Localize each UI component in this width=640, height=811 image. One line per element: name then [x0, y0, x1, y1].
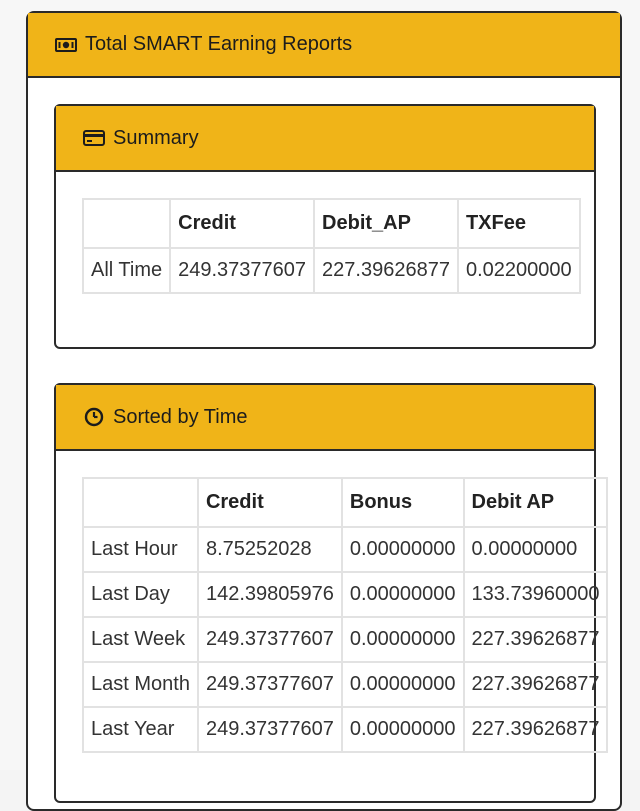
table-row [83, 662, 607, 707]
table-cell: 0.00000000 [342, 707, 464, 752]
summary-table-scroll[interactable] [82, 198, 572, 294]
table-row [83, 572, 607, 617]
column-header [83, 478, 198, 527]
column-header-bonus: Bonus [342, 478, 464, 527]
summary-panel [54, 104, 596, 349]
row-label: Last Year [83, 707, 198, 752]
earning-reports-header [28, 13, 620, 78]
table-row [83, 248, 580, 293]
column-header-txfee: TXFee [458, 199, 580, 248]
credit-card-icon [83, 127, 105, 149]
table-cell: 249.37377607 [170, 248, 314, 293]
table-cell: 0.02200000 [458, 248, 580, 293]
table-cell: 227.39626877 [464, 617, 608, 662]
clock-icon [83, 406, 105, 428]
table-cell: 0.00000000 [342, 527, 464, 572]
table-cell: 133.73960000 [464, 572, 608, 617]
column-header-debit-ap: Debit_AP [314, 199, 458, 248]
table-cell: 8.75252028 [198, 527, 342, 572]
sorted-by-time-header [56, 385, 594, 451]
row-label: All Time [83, 248, 170, 293]
table-cell: 249.37377607 [198, 617, 342, 662]
sorted-table-scroll[interactable] [82, 477, 600, 753]
sorted-by-time-panel [54, 383, 600, 803]
column-header-credit: Credit [170, 199, 314, 248]
table-cell: 142.39805976 [198, 572, 342, 617]
table-cell: 227.39626877 [464, 662, 608, 707]
table-cell: 249.37377607 [198, 707, 342, 752]
row-label: Last Week [83, 617, 198, 662]
table-row [83, 617, 607, 662]
money-icon [55, 34, 77, 56]
sorted-by-time-title: Sorted by Time [113, 405, 248, 428]
column-header-debit-ap: Debit AP [464, 478, 608, 527]
earning-reports-title: Total SMART Earning Reports [85, 33, 353, 55]
earning-reports-panel [26, 11, 622, 811]
table-cell: 0.00000000 [342, 572, 464, 617]
table-cell: 227.39626877 [464, 707, 608, 752]
row-label: Last Day [83, 572, 198, 617]
table-cell: 249.37377607 [198, 662, 342, 707]
row-label: Last Month [83, 662, 198, 707]
sorted-table [82, 477, 608, 753]
column-header [83, 199, 170, 248]
table-header-row [83, 478, 607, 527]
table-header-row [83, 199, 580, 248]
table-cell: 227.39626877 [314, 248, 458, 293]
column-header-credit: Credit [198, 478, 342, 527]
row-label: Last Hour [83, 527, 198, 572]
summary-title: Summary [113, 126, 199, 149]
summary-header [56, 106, 594, 172]
table-row [83, 527, 607, 572]
summary-table [82, 198, 581, 294]
table-cell: 0.00000000 [342, 617, 464, 662]
table-row [83, 707, 607, 752]
table-cell: 0.00000000 [342, 662, 464, 707]
table-cell: 0.00000000 [464, 527, 608, 572]
